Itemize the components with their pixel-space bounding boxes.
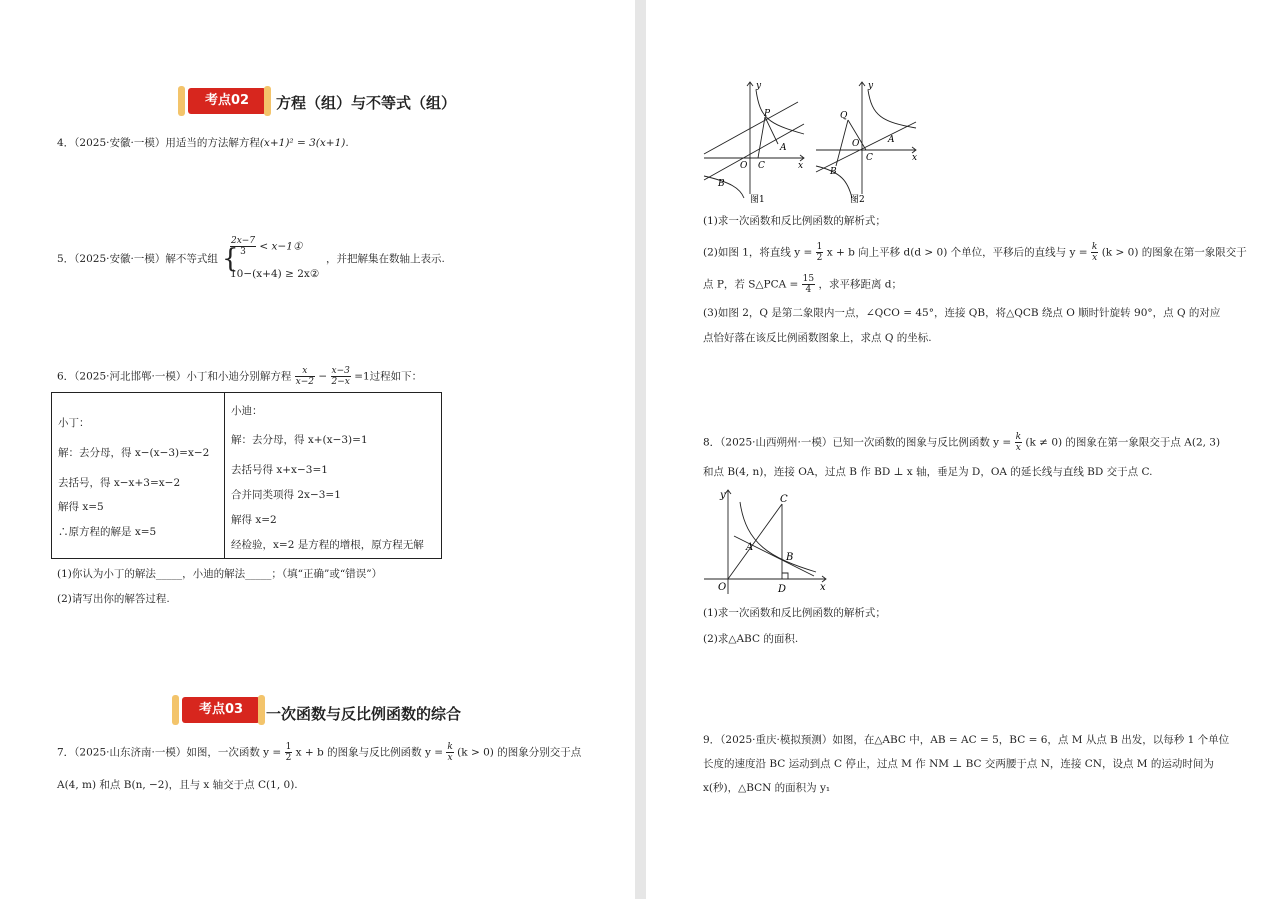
left-page: [0, 0, 635, 899]
q6-part-2: (2)请写出你的解答过程.: [57, 593, 170, 605]
q8-x-label: x: [820, 582, 826, 593]
fig2-y-label: y: [868, 81, 874, 91]
badge-scroll-right: [264, 86, 271, 116]
xiaodi-line: 解：去分母，得 x+(x−3)=1: [231, 434, 368, 446]
hyperbola-branch: [740, 502, 816, 572]
xiaoding-line: 解：去分母，得 x−(x−3)=x−2: [58, 447, 210, 459]
badge-label: 考点03: [182, 697, 260, 723]
question-5-prefix: 5．（2025·安徽·一模）解不等式组: [57, 253, 218, 265]
xiaodi-line: 经检验，x=2 是方程的增根，原方程无解: [231, 539, 424, 551]
question-6: 6．（2025·河北邯郸·一模）小丁和小迪分别解方程 $\frac{x}{x-2}$ − $\frac{x-3}{2-x}$ =1过程如下：: [57, 366, 423, 387]
question-8-line-2: 和点 B(4, n)，连接 OA，过点 B 作 BD ⊥ x 轴，垂足为 D，OA 的延长线与直线 BD 交于点 C.: [703, 466, 1153, 478]
section-badge-03: [172, 695, 267, 725]
fig2-a-label: A: [888, 135, 895, 145]
q8-part-1: (1)求一次函数和反比例函数的解析式；: [703, 607, 886, 619]
badge-scroll-right: [258, 695, 265, 725]
fig1-caption: 图1: [750, 195, 765, 205]
solution-comparison-table: [51, 392, 442, 559]
ray-oc: [728, 504, 782, 579]
q5-suffix: ，并把解集在数轴上表示.: [326, 253, 445, 265]
xiaodi-line: 合并同类项得 2x−3=1: [231, 489, 341, 501]
q7-part-1: (1)求一次函数和反比例函数的解析式；: [703, 215, 886, 227]
xiaoding-line: ∴原方程的解是 x=5: [58, 526, 157, 538]
xiaodi-line: 去括号得 x+x−3=1: [231, 464, 328, 476]
q4-equation: (x+1)² = 3(x+1): [259, 137, 346, 149]
line-ab: [704, 124, 804, 180]
q4-suffix: .: [345, 137, 349, 149]
q7-part-2-line-2: 点 P，若 S△PCA = $\frac{15}{4}$ ，求平移距离 d；: [703, 274, 903, 295]
brace-icon: {: [222, 244, 239, 274]
fig1-o-label: O: [740, 161, 748, 171]
fig2-b-label: B: [830, 167, 837, 177]
fig2-q-label: Q: [840, 111, 848, 121]
q5-inequality-1: $\frac{2x-7}{3}$ < x−1①: [231, 236, 303, 257]
q8-d-label: D: [778, 584, 787, 595]
section-title-02: 方程（组）与不等式（组）: [276, 94, 457, 112]
question-9-line-1: 9．（2025·重庆·模拟预测）如图，在△ABC 中，AB = AC = 5，BC = 6，点 M 从点 B 出发，以每秒 1 个单位: [703, 734, 1230, 746]
xiaoding-line: 去括号，得 x−x+3=x−2: [58, 477, 181, 489]
xiaoding-solution-cell: [52, 393, 225, 559]
q8-y-label: y: [720, 490, 726, 501]
section-title-03: 一次函数与反比例函数的综合: [266, 705, 462, 723]
q8-a-label: A: [746, 542, 754, 553]
q7-part-3-line-2: 点恰好落在该反比例函数图象上，求点 Q 的坐标.: [703, 332, 932, 344]
figure-1-graph: [700, 76, 810, 206]
q4-prefix: 4．（2025·安徽·一模）用适当的方法解方程: [57, 137, 260, 149]
badge-label: 考点02: [188, 88, 266, 114]
section-badge-02: [178, 86, 273, 116]
fig2-o-label: O: [852, 139, 860, 149]
fig1-p-label: P: [764, 109, 771, 119]
question-4: [57, 136, 349, 150]
line-ab: [816, 122, 916, 172]
q8-part-2: (2)求△ABC 的面积.: [703, 633, 799, 645]
question-9-line-2: 长度的速度沿 BC 运动到点 C 停止，过点 M 作 NM ⊥ BC 交两腰于点 N，连接 CN，设点 M 的运动时间为: [703, 758, 1214, 770]
xiaoding-line: 解得 x=5: [58, 501, 104, 513]
fig2-caption: 图2: [850, 195, 865, 205]
fig1-b-label: B: [718, 179, 725, 189]
right-page: [646, 0, 1280, 899]
figure-q8-graph: [700, 484, 830, 596]
right-angle-mark: [782, 573, 788, 579]
fig1-c-label: C: [758, 161, 765, 171]
fig2-c-label: C: [866, 153, 873, 163]
q8-o-label: O: [718, 582, 727, 593]
xiaodi-line: 解得 x=2: [231, 514, 277, 526]
q7-part-3-line-1: (3)如图 2，Q 是第二象限内一点，∠QCO = 45°，连接 QB，将△QCB 绕点 O 顺时针旋转 90°，点 Q 的对应: [703, 307, 1221, 319]
badge-scroll-left: [172, 695, 179, 725]
q6-fraction-2: $\frac{x-3}{2-x}$: [331, 366, 350, 387]
xiaodi-solution-cell: [225, 393, 442, 559]
fig1-y-label: y: [756, 81, 762, 91]
fig2-x-label: x: [912, 153, 918, 163]
fig1-a-label: A: [780, 143, 787, 153]
q8-c-label: C: [780, 494, 788, 505]
xiaodi-line: 小迪：: [231, 405, 263, 417]
question-9-line-3: x(秒)，△BCN 的面积为 y₁: [703, 782, 831, 794]
xiaoding-line: 小丁：: [58, 417, 90, 429]
question-8-line-1: 8．（2025·山西朔州·一模）已知一次函数的图象与反比例函数 y = $\frac{k}{x}$ (k ≠ 0) 的图象在第一象限交于点 A(2, 3): [703, 432, 1221, 453]
q6-fraction-1: $\frac{x}{x-2}$: [295, 366, 315, 387]
q6-part-1: (1)你认为小丁的解法_____，小迪的解法_____；（填“正确”或“错误”）: [57, 568, 383, 580]
fig1-x-label: x: [798, 161, 804, 171]
hyperbola-branch-1: [868, 90, 916, 128]
badge-scroll-left: [178, 86, 185, 116]
question-7-line-1: 7．（2025·山东济南·一模）如图，一次函数 y = $\frac{1}{2}$ x + b 的图象与反比例函数 y = $\frac{k}{x}$ (k > 0) 的图象分别交于点: [57, 742, 582, 763]
question-7-line-2: A(4, m) 和点 B(n, −2)，且与 x 轴交于点 C(1, 0).: [57, 779, 298, 791]
q7-part-2-line-1: (2)如图 1，将直线 y = $\frac{1}{2}$ x + b 向上平移 d(d > 0) 个单位，平移后的直线与 y = $\frac{k}{x}$ (k > 0) 的图象在第一象限交于: [703, 242, 1247, 263]
q8-b-label: B: [786, 552, 794, 563]
q5-inequality-2: 10−(x+4) ≥ 2x②: [230, 268, 320, 280]
figure-2-graph: [812, 76, 922, 206]
